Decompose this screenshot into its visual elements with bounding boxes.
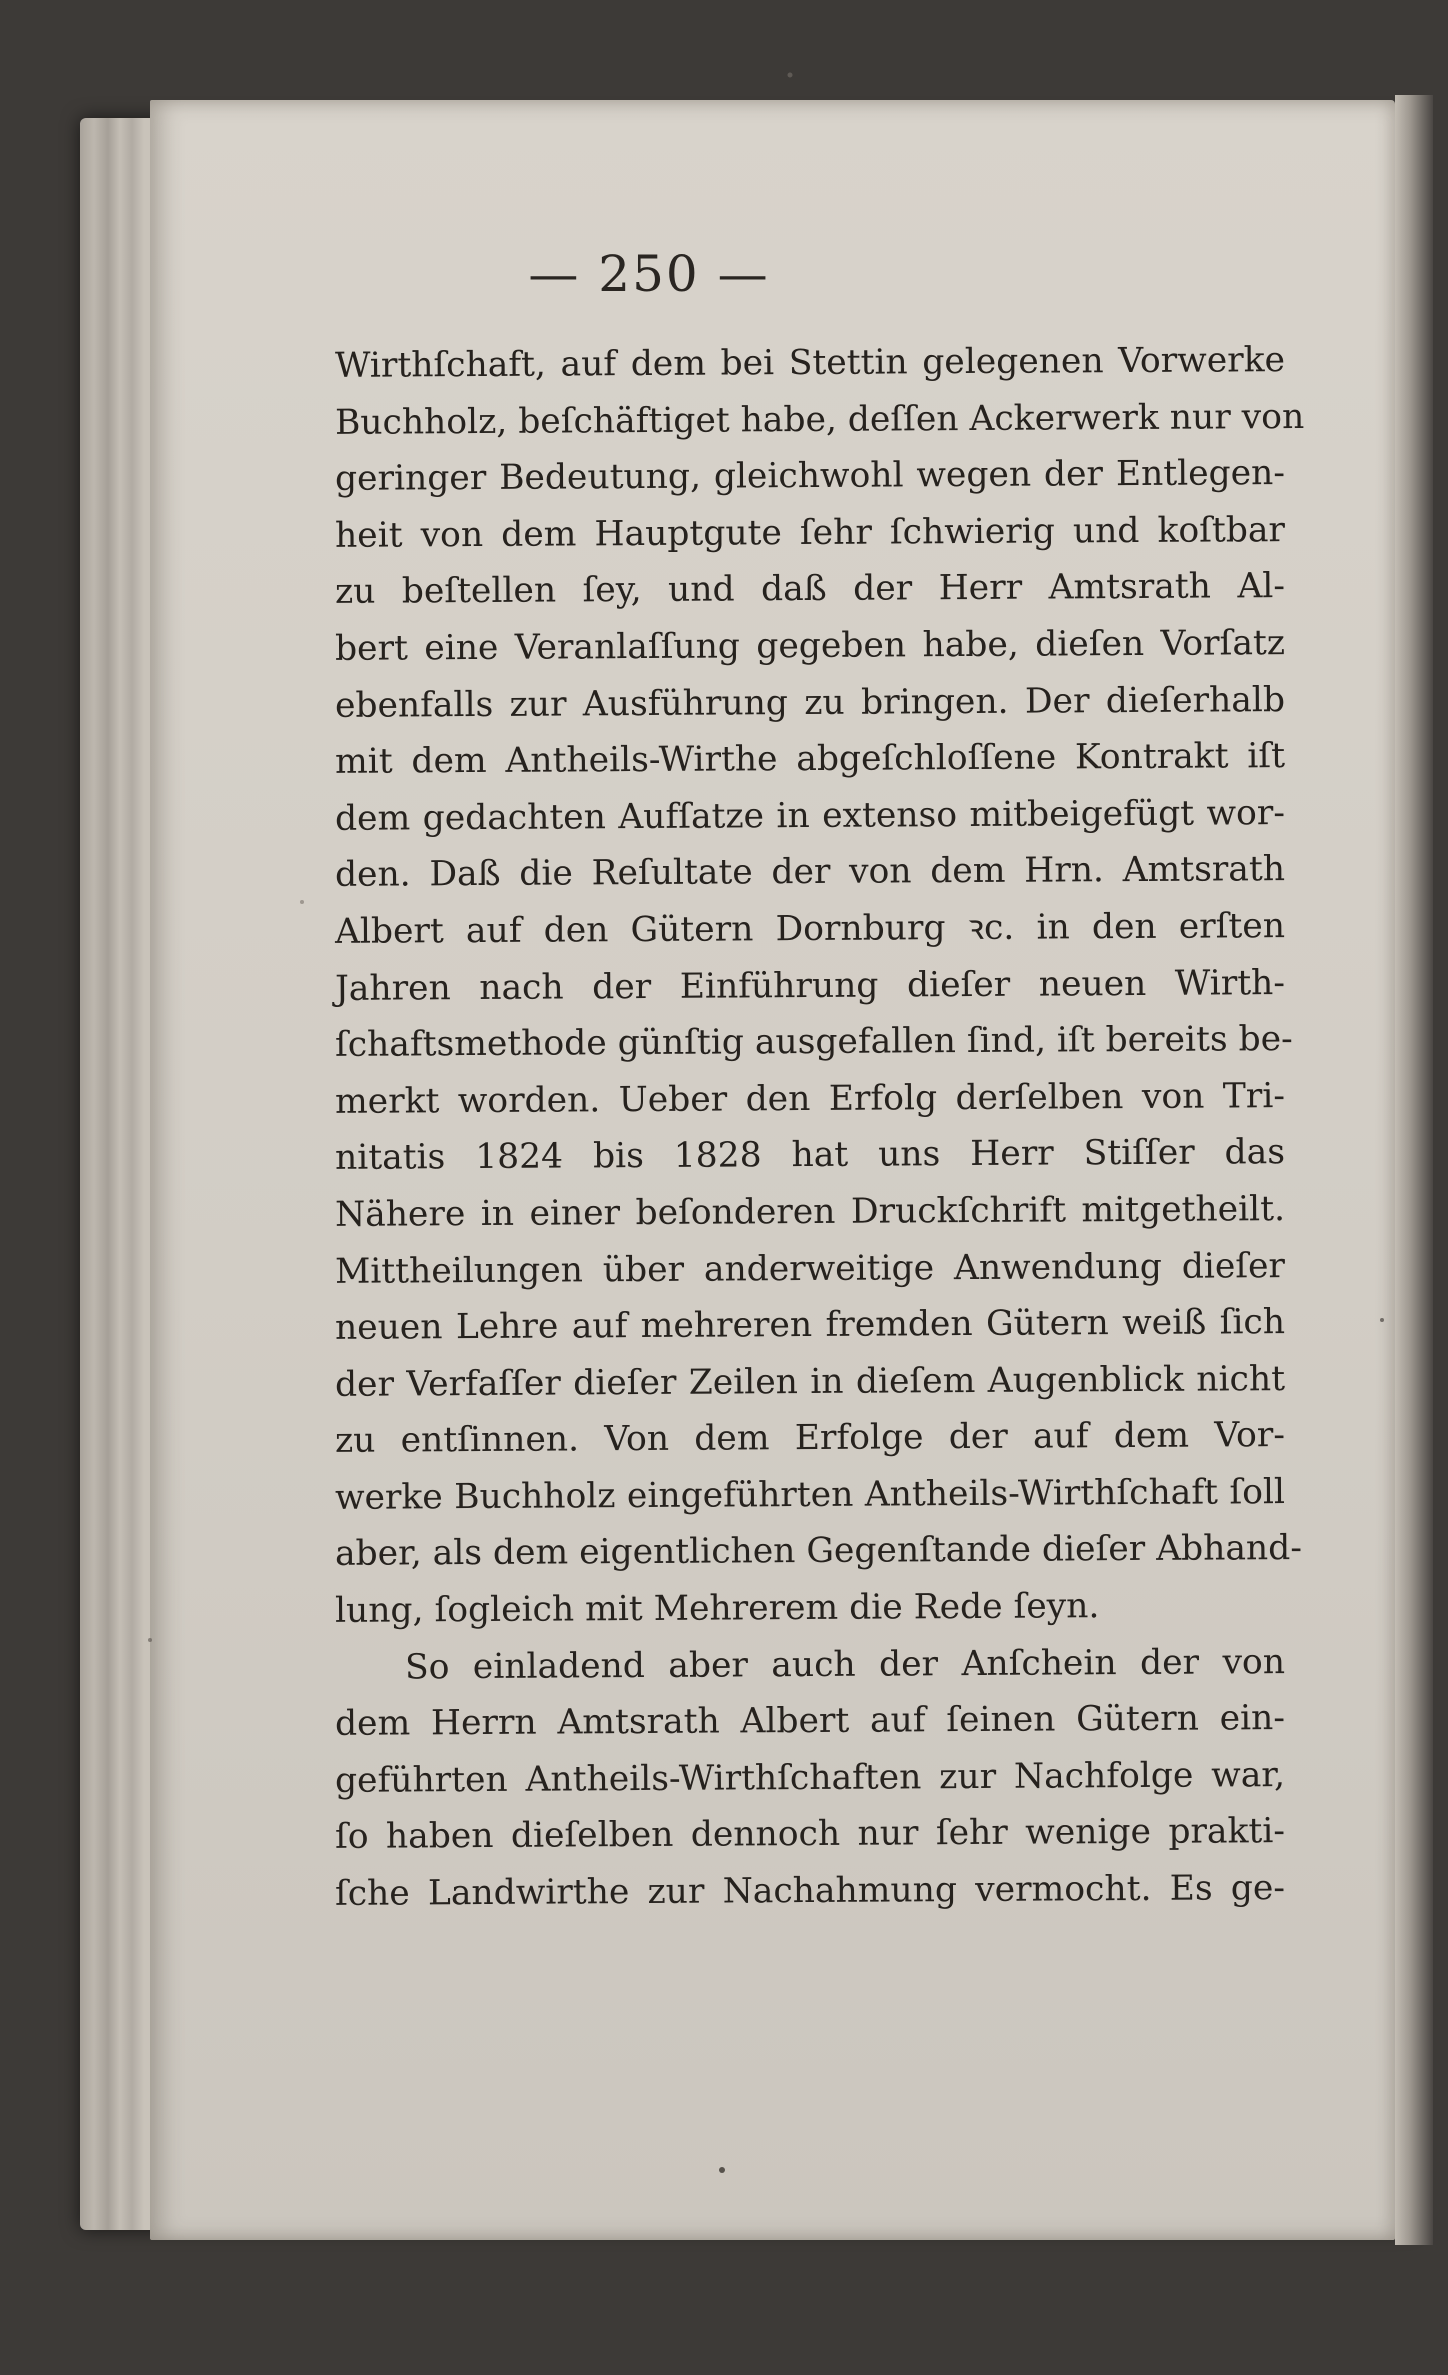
text-line: ſche Landwirthe zur Nachahmung vermocht. Es ge- bbox=[334, 1868, 1286, 1914]
text-line: werke Buchholz eingeführten Antheils-Wirthſchaft ſoll bbox=[334, 1471, 1286, 1518]
text-line: den. Daß die Reſultate der von dem Hrn. Amtsrath bbox=[334, 849, 1286, 896]
text-line: heit von dem Hauptgute ſehr ſchwierig und koſtbar bbox=[334, 509, 1286, 556]
text-line: dem gedachten Aufſatze in extenso mitbeigefügt wor- bbox=[334, 792, 1286, 839]
text-line: Wirthſchaft, auf dem bei Stettin gelegenen Vorwerke bbox=[334, 340, 1286, 386]
text-line: der Verfaſſer dieſer Zeilen in dieſem Augenblick nicht bbox=[334, 1358, 1286, 1405]
paragraph-end-line: lung, ſogleich mit Mehrerem die Rede ſeyn. bbox=[334, 1586, 1100, 1631]
text-line: Mittheilungen über anderweitige Anwendung dieſer bbox=[334, 1245, 1286, 1292]
text-line: bert eine Veranlaſſung gegeben habe, dieſen Vorſatz bbox=[334, 623, 1286, 669]
text-line: geringer Bedeutung, gleichwohl wegen der Entlegen- bbox=[334, 453, 1286, 500]
text-line: nitatis 1824 bis 1828 hat uns Herr Stiſſer das bbox=[334, 1132, 1286, 1179]
text-line: Nähere in einer beſonderen Druckſchrift mitgetheilt. bbox=[334, 1189, 1286, 1235]
text-line: ſo haben dieſelben dennoch nur ſehr wenige prakti- bbox=[334, 1811, 1286, 1858]
text-line: ſchaftsmethode günſtig ausgefallen ſind, iſt bereits be- bbox=[334, 1019, 1293, 1066]
text-line: merkt worden. Ueber den Erfolg derſelben von Tri- bbox=[334, 1075, 1286, 1122]
body-text bbox=[334, 335, 1305, 1920]
text-line: dem Herrn Amtsrath Albert auf ſeinen Gütern ein- bbox=[334, 1698, 1286, 1745]
text-line: Jahren nach der Einführung dieſer neuen Wirth- bbox=[334, 962, 1286, 1009]
text-line: ebenfalls zur Ausführung zu bringen. Der dieſerhalb bbox=[334, 679, 1286, 726]
page-gutter-shadow bbox=[1395, 95, 1433, 2245]
text-line: geführten Antheils-Wirthſchaften zur Nachfolge war, bbox=[334, 1754, 1286, 1801]
text-line: Buchholz, beſchäftiget habe, deſſen Ackerwerk nur von bbox=[334, 396, 1305, 443]
text-line: mit dem Antheils-Wirthe abgeſchloſſene Kontrakt iſt bbox=[334, 736, 1286, 783]
page-number: — 250 — bbox=[528, 245, 770, 303]
paragraph-start-line: So einladend aber auch der Anſchein der von bbox=[404, 1641, 1286, 1688]
text-line: aber, als dem eigentlichen Gegenſtande dieſer Abhand- bbox=[334, 1528, 1303, 1575]
text-line: neuen Lehre auf mehreren fremden Gütern weiß ſich bbox=[334, 1302, 1286, 1348]
text-line: zu entſinnen. Von dem Erfolge der auf dem Vor- bbox=[334, 1415, 1286, 1462]
text-line: Albert auf den Gütern Dornburg ꝛc. in den erſten bbox=[334, 906, 1286, 952]
text-line: zu beſtellen ſey, und daß der Herr Amtsrath Al- bbox=[334, 566, 1286, 613]
